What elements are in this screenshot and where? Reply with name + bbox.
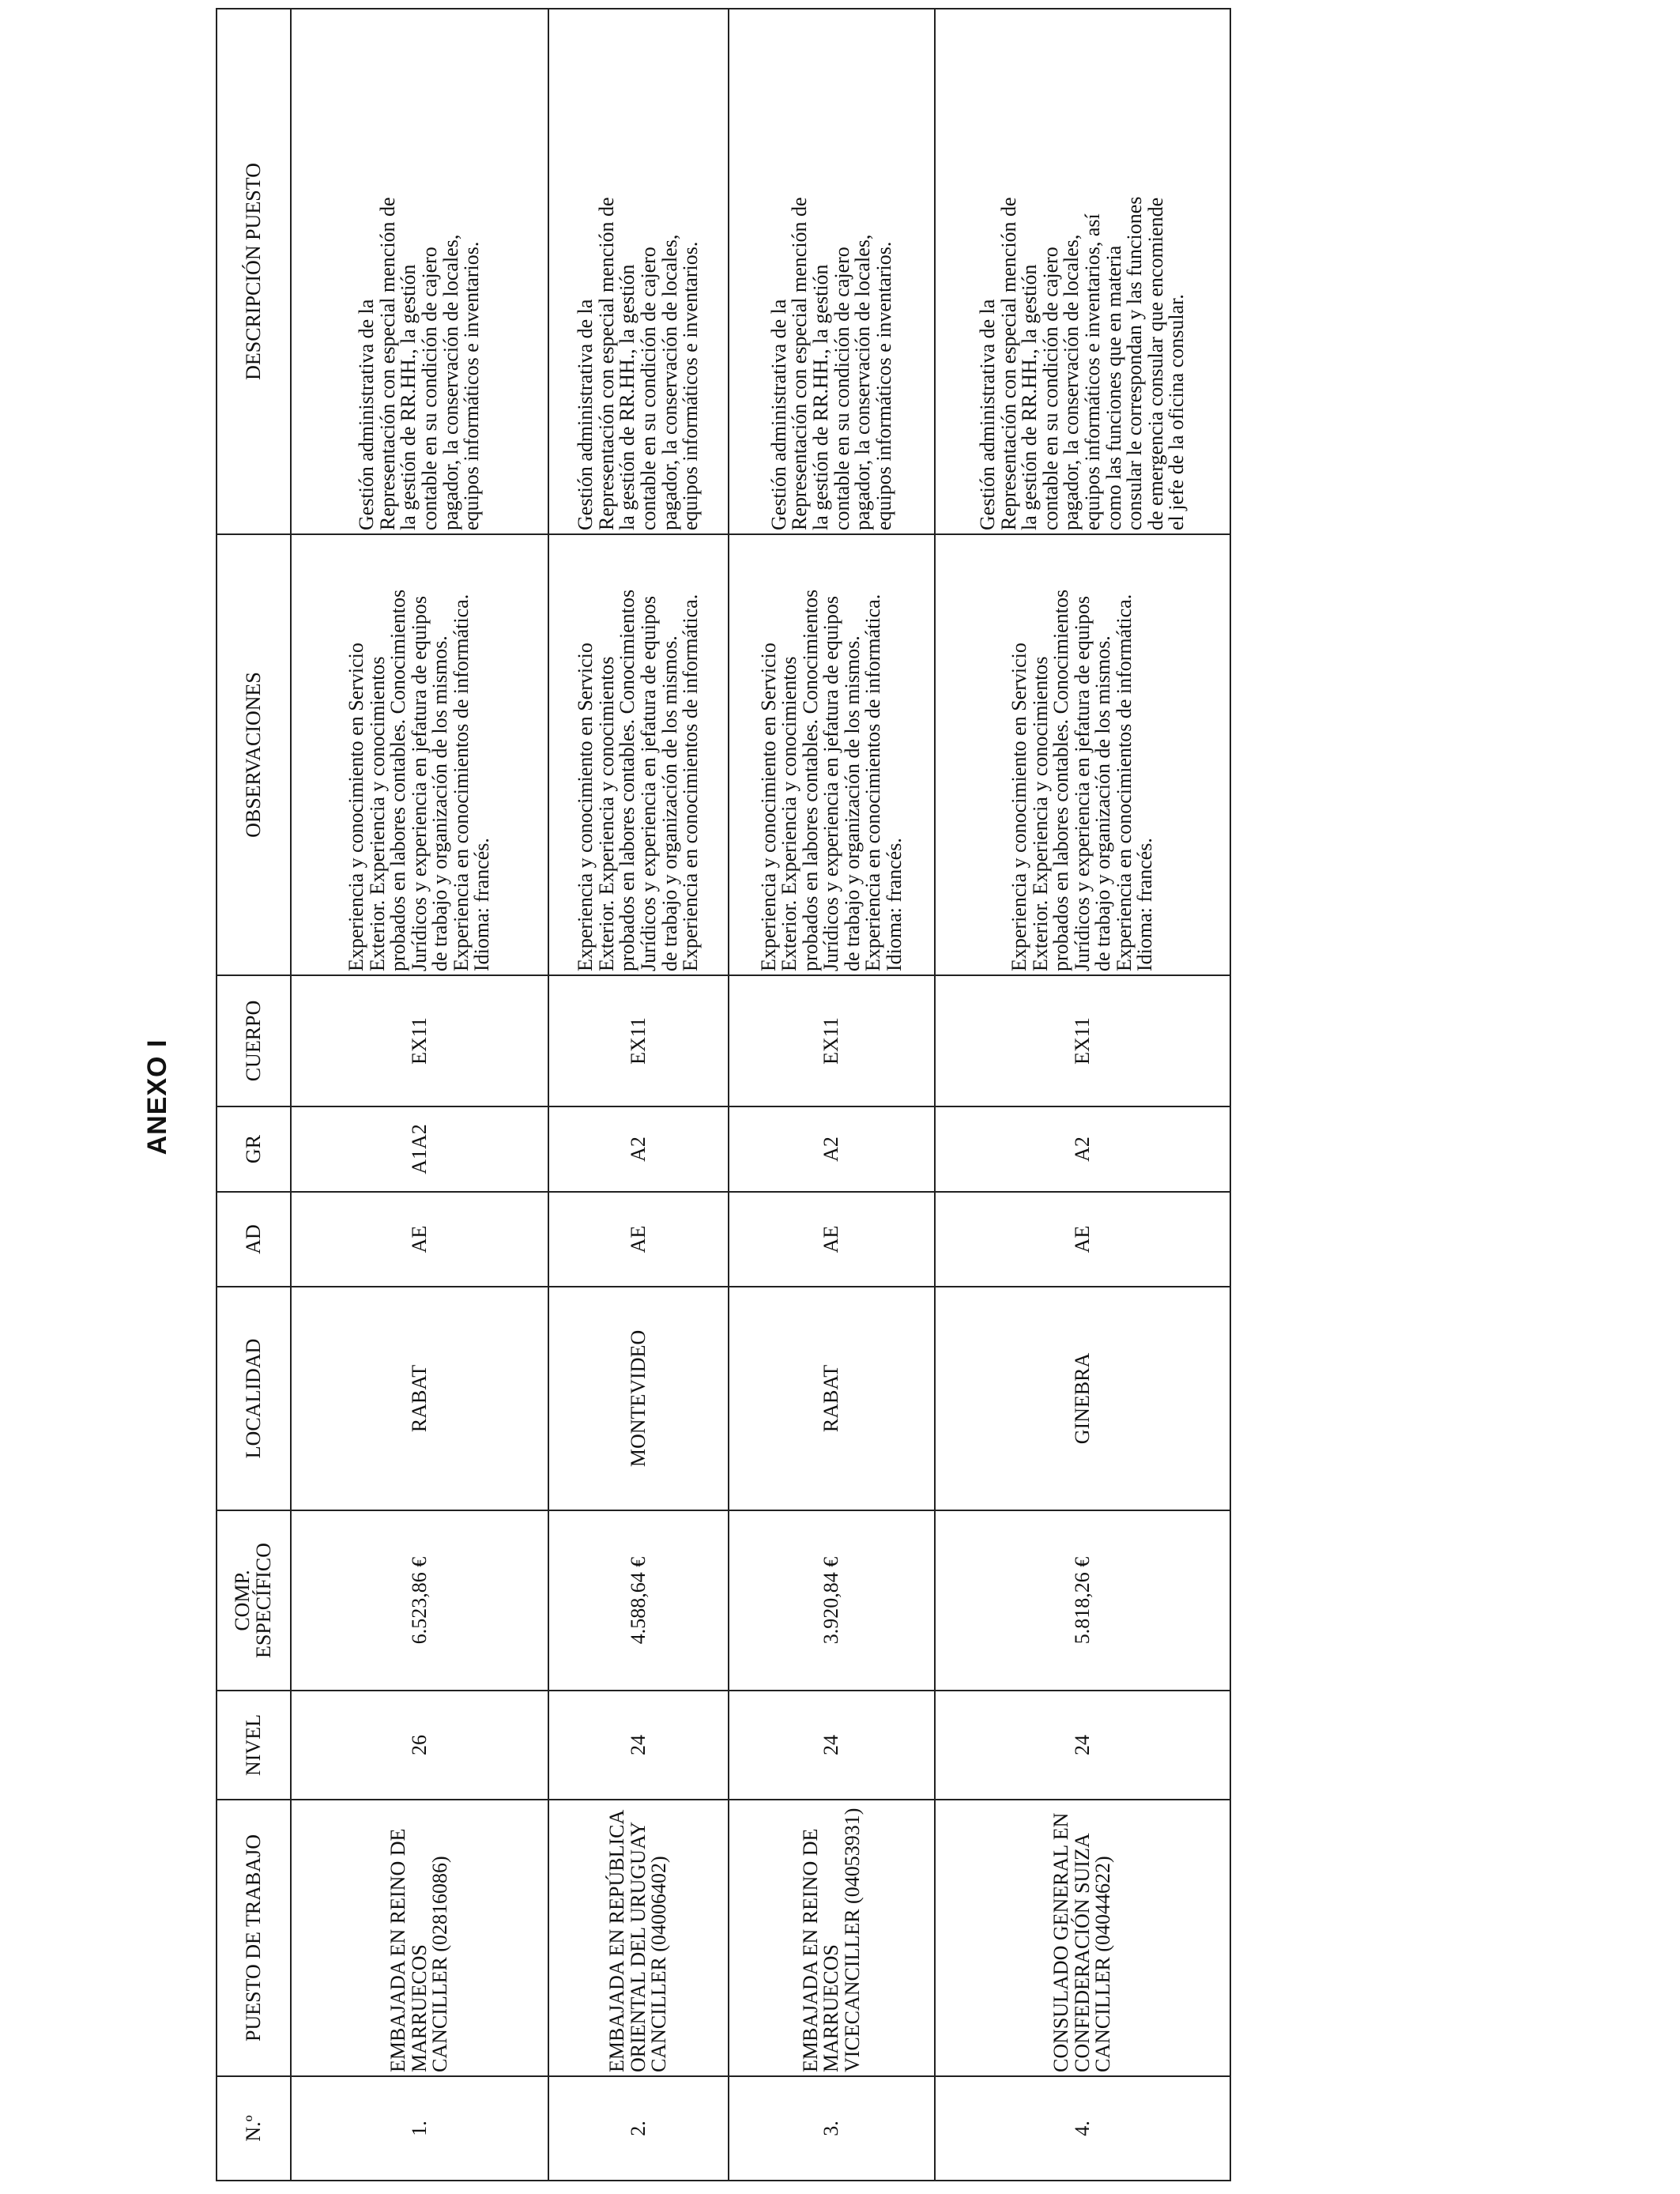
descripcion-cell bbox=[291, 9, 548, 534]
cuerpo-value: EX11 bbox=[407, 1017, 431, 1065]
descripcion-line: el jefe de la oficina consular. bbox=[1165, 294, 1188, 530]
puesto-line: CANCILLER (04044622) bbox=[1091, 1856, 1115, 2072]
header-descripcion: DESCRIPCIÓN PUESTO bbox=[217, 9, 291, 534]
header-puesto: PUESTO DE TRABAJO bbox=[217, 1800, 291, 2076]
comp-especifico-value: 6.523,86 € bbox=[407, 1556, 431, 1645]
gr-cell bbox=[548, 1106, 729, 1192]
header-comp-line1: COMP. bbox=[231, 1570, 254, 1631]
observaciones-line: de trabajo y organización de los mismos. bbox=[1091, 635, 1115, 971]
observaciones-line: probados en labores contables. Conocimientos bbox=[386, 589, 410, 971]
puesto-line: CANCILLER (02816086) bbox=[428, 1856, 452, 2072]
descripcion-line: consular le correspondan y las funciones bbox=[1123, 196, 1147, 530]
puesto-line: EMBAJADA EN REINO DE bbox=[798, 1828, 822, 2072]
descripcion-line: contable en su condición de cajero bbox=[418, 247, 441, 530]
descripcion-cell bbox=[935, 9, 1230, 534]
observaciones-line: Idioma: francés. bbox=[882, 838, 906, 971]
page-title: ANEXO I bbox=[142, 1039, 172, 1155]
header-nivel: NIVEL bbox=[217, 1691, 291, 1800]
header-gr: GR bbox=[217, 1106, 291, 1192]
puesto-line: CONFEDERACIÓN SUIZA bbox=[1070, 1833, 1094, 2072]
descripcion-line: la gestión de RR.HH., la gestión bbox=[1018, 264, 1042, 530]
puesto-line: EMBAJADA EN REINO DE bbox=[386, 1828, 410, 2072]
row-number: 1. bbox=[407, 2120, 431, 2136]
gr-value: A1A2 bbox=[407, 1124, 431, 1174]
nivel-value: 24 bbox=[626, 1735, 650, 1755]
observaciones-line: Jurídicos y experiencia en jefatura de equipos bbox=[1070, 595, 1094, 971]
row-number: 2. bbox=[626, 2120, 650, 2136]
observaciones-line: Jurídicos y experiencia en jefatura de equipos bbox=[637, 595, 660, 971]
gr-value: A2 bbox=[819, 1137, 843, 1162]
descripcion-line: pagador, la conservación de locales, bbox=[657, 234, 681, 530]
observaciones-line: Experiencia en conocimientos de informática. bbox=[861, 594, 885, 971]
nivel-value: 24 bbox=[1070, 1735, 1094, 1755]
puesto-line: MARRUECOS bbox=[819, 1944, 843, 2072]
descripcion-line: equipos informáticos e inventarios, así bbox=[1081, 213, 1104, 530]
descripcion-line: Representación con especial mención de bbox=[996, 197, 1020, 530]
descripcion-cell bbox=[729, 9, 935, 534]
descripcion-line: pagador, la conservación de locales, bbox=[851, 234, 875, 530]
descripcion-line: Representación con especial mención de bbox=[788, 197, 812, 530]
header-comp-line2: ESPECÍFICO bbox=[252, 1543, 275, 1658]
observaciones-line: Exterior. Experiencia y conocimientos bbox=[365, 656, 389, 971]
nivel-cell bbox=[548, 1691, 729, 1800]
ad-value: AE bbox=[1070, 1225, 1094, 1253]
observaciones-line: Experiencia y conocimiento en Servicio bbox=[345, 643, 368, 971]
descripcion-line: contable en su condición de cajero bbox=[1038, 247, 1062, 530]
row-number: 3. bbox=[819, 2120, 843, 2136]
puesto-line: MARRUECOS bbox=[407, 1944, 431, 2072]
puesto-line: CONSULADO GENERAL EN bbox=[1049, 1812, 1073, 2072]
cuerpo-cell bbox=[935, 975, 1230, 1106]
nivel-cell bbox=[729, 1691, 935, 1800]
observaciones-line: Jurídicos y experiencia en jefatura de equipos bbox=[819, 595, 843, 971]
descripcion-line: pagador, la conservación de locales, bbox=[439, 234, 462, 530]
comp-especifico-value: 3.920,84 € bbox=[819, 1556, 843, 1645]
localidad-value: GINEBRA bbox=[1070, 1352, 1094, 1445]
row-number: 4. bbox=[1070, 2120, 1094, 2136]
ad-cell bbox=[729, 1192, 935, 1287]
ad-value: AE bbox=[626, 1225, 650, 1253]
observaciones-line: Experiencia en conocimientos de informática. bbox=[449, 594, 473, 971]
descripcion-cell bbox=[548, 9, 729, 534]
localidad-value: MONTEVIDEO bbox=[626, 1329, 650, 1468]
puesto-line: CANCILLER (04006402) bbox=[647, 1856, 671, 2072]
gr-cell bbox=[935, 1106, 1230, 1192]
row-number-cell bbox=[291, 2076, 548, 2181]
observaciones-cell bbox=[548, 534, 729, 975]
gr-value: A2 bbox=[626, 1137, 650, 1162]
localidad-value: RABAT bbox=[819, 1364, 843, 1433]
cuerpo-value: EX11 bbox=[626, 1017, 650, 1065]
observaciones-line: Exterior. Experiencia y conocimientos bbox=[1028, 656, 1052, 971]
observaciones-line: Experiencia y conocimiento en Servicio bbox=[756, 643, 780, 971]
observaciones-line: Experiencia y conocimiento en Servicio bbox=[574, 643, 597, 971]
descripcion-line: equipos informáticos e inventarios. bbox=[872, 241, 895, 530]
puesto-cell bbox=[935, 1800, 1230, 2076]
header-row bbox=[217, 9, 291, 2181]
observaciones-line: probados en labores contables. Conocimientos bbox=[798, 589, 822, 971]
observaciones-line: de trabajo y organización de los mismos. bbox=[428, 635, 452, 971]
comp-especifico-cell bbox=[935, 1510, 1230, 1691]
localidad-cell bbox=[291, 1287, 548, 1510]
cuerpo-value: EX11 bbox=[819, 1017, 843, 1065]
observaciones-line: Idioma: francés. bbox=[470, 838, 494, 971]
ad-cell bbox=[935, 1192, 1230, 1287]
row-number-cell bbox=[548, 2076, 729, 2181]
descripcion-line: Representación con especial mención de bbox=[375, 197, 399, 530]
comp-especifico-value: 4.588,64 € bbox=[626, 1556, 650, 1645]
descripcion-line: Gestión administrativa de la bbox=[976, 299, 1000, 530]
descripcion-line: la gestión de RR.HH., la gestión bbox=[808, 264, 832, 530]
table-row bbox=[291, 9, 548, 2181]
observaciones-cell bbox=[291, 534, 548, 975]
localidad-cell bbox=[729, 1287, 935, 1510]
descripcion-line: contable en su condición de cajero bbox=[637, 247, 660, 530]
descripcion-line: Gestión administrativa de la bbox=[767, 299, 790, 530]
table-row bbox=[548, 9, 729, 2181]
descripcion-line: equipos informáticos e inventarios. bbox=[679, 241, 703, 530]
descripcion-line: la gestión de RR.HH., la gestión bbox=[616, 264, 639, 530]
row-number-cell bbox=[729, 2076, 935, 2181]
observaciones-line: de trabajo y organización de los mismos. bbox=[657, 635, 681, 971]
puesto-cell bbox=[548, 1800, 729, 2076]
header-comp-especifico bbox=[217, 1510, 291, 1691]
observaciones-line: Experiencia y conocimiento en Servicio bbox=[1008, 643, 1031, 971]
gr-cell bbox=[291, 1106, 548, 1192]
descripcion-line: pagador, la conservación de locales, bbox=[1060, 234, 1083, 530]
observaciones-cell bbox=[935, 534, 1230, 975]
descripcion-line: equipos informáticos e inventarios. bbox=[460, 241, 484, 530]
observaciones-line: Exterior. Experiencia y conocimientos bbox=[778, 656, 801, 971]
nivel-cell bbox=[935, 1691, 1230, 1800]
localidad-cell bbox=[935, 1287, 1230, 1510]
nivel-cell bbox=[291, 1691, 548, 1800]
row-number-cell bbox=[935, 2076, 1230, 2181]
comp-especifico-cell bbox=[291, 1510, 548, 1691]
cuerpo-value: EX11 bbox=[1070, 1017, 1094, 1065]
comp-especifico-value: 5.818,26 € bbox=[1070, 1556, 1094, 1645]
comp-especifico-cell bbox=[729, 1510, 935, 1691]
puesto-cell bbox=[291, 1800, 548, 2076]
header-no: N.º bbox=[217, 2076, 291, 2181]
observaciones-line: Idioma: francés. bbox=[1133, 838, 1157, 971]
descripcion-line: contable en su condición de cajero bbox=[830, 247, 853, 530]
ad-value: AE bbox=[819, 1225, 843, 1253]
ad-cell bbox=[291, 1192, 548, 1287]
puesto-line: VICECANCILLER (04053931) bbox=[840, 1808, 864, 2072]
header-ad: AD bbox=[217, 1192, 291, 1287]
observaciones-line: Experiencia en conocimientos de informática. bbox=[679, 594, 703, 971]
cuerpo-cell bbox=[729, 975, 935, 1106]
observaciones-line: probados en labores contables. Conocimientos bbox=[616, 589, 639, 971]
cuerpo-cell bbox=[548, 975, 729, 1106]
nivel-value: 24 bbox=[819, 1735, 843, 1755]
ad-value: AE bbox=[407, 1225, 431, 1253]
puesto-line: ORIENTAL DEL URUGUAY bbox=[626, 1821, 650, 2072]
descripcion-line: de emergencia consular que encomiende bbox=[1143, 197, 1167, 530]
observaciones-cell bbox=[729, 534, 935, 975]
header-cuerpo: CUERPO bbox=[217, 975, 291, 1106]
nivel-value: 26 bbox=[407, 1735, 431, 1755]
descripcion-line: Gestión administrativa de la bbox=[355, 299, 379, 530]
observaciones-line: Jurídicos y experiencia en jefatura de equipos bbox=[407, 595, 431, 971]
descripcion-line: Representación con especial mención de bbox=[594, 197, 618, 530]
puesto-line: EMBAJADA EN REPÚBLICA bbox=[605, 1809, 629, 2072]
descripcion-line: Gestión administrativa de la bbox=[574, 299, 597, 530]
descripcion-line: como las funciones que en materia bbox=[1102, 245, 1125, 530]
descripcion-line: la gestión de RR.HH., la gestión bbox=[397, 264, 420, 530]
observaciones-line: Experiencia en conocimientos de informática. bbox=[1112, 594, 1136, 971]
comp-especifico-cell bbox=[548, 1510, 729, 1691]
gr-value: A2 bbox=[1070, 1137, 1094, 1162]
localidad-cell bbox=[548, 1287, 729, 1510]
ad-cell bbox=[548, 1192, 729, 1287]
localidad-value: RABAT bbox=[407, 1364, 431, 1433]
observaciones-line: de trabajo y organización de los mismos. bbox=[840, 635, 864, 971]
observaciones-line: probados en labores contables. Conocimientos bbox=[1049, 589, 1073, 971]
table-row bbox=[729, 9, 935, 2181]
header-observaciones: OBSERVACIONES bbox=[217, 534, 291, 975]
cuerpo-cell bbox=[291, 975, 548, 1106]
observaciones-line: Exterior. Experiencia y conocimientos bbox=[594, 656, 618, 971]
table-row bbox=[935, 9, 1230, 2181]
gr-cell bbox=[729, 1106, 935, 1192]
positions-table bbox=[216, 8, 1231, 2181]
puesto-cell bbox=[729, 1800, 935, 2076]
header-localidad: LOCALIDAD bbox=[217, 1287, 291, 1510]
